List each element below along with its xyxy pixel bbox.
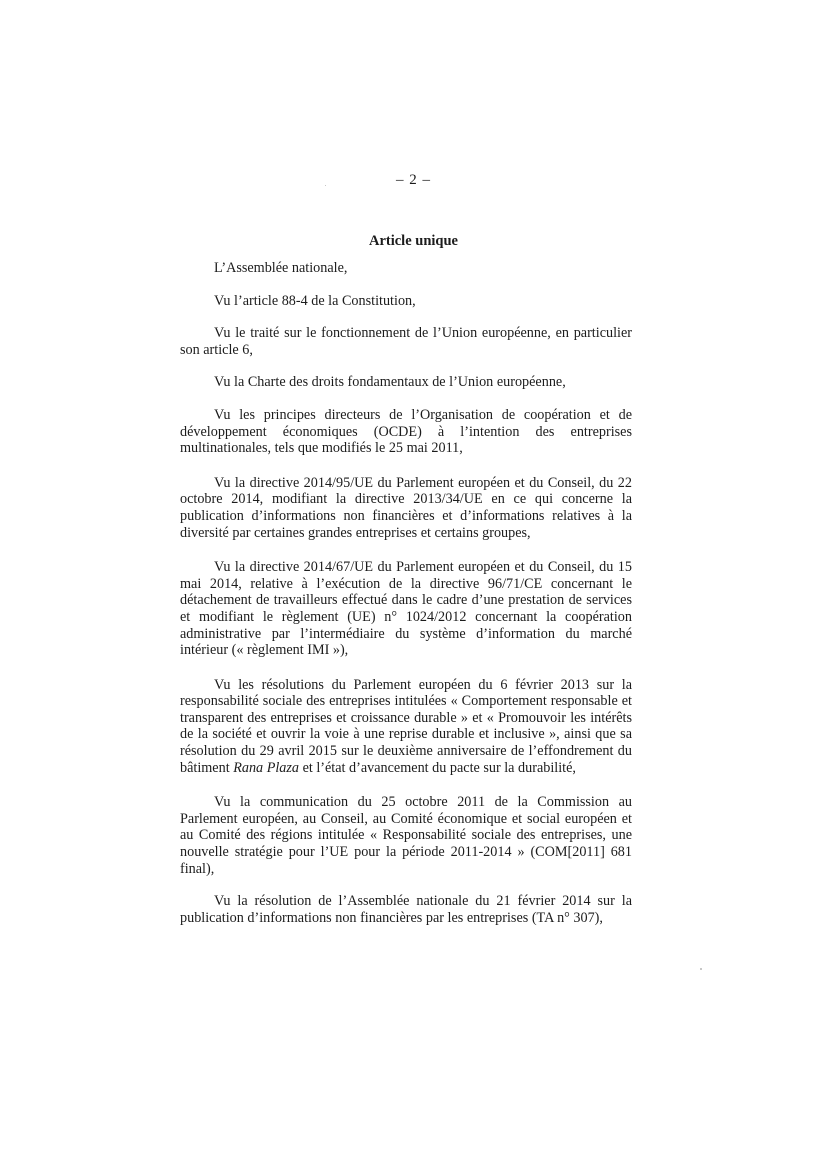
paragraph-assemblee: L’Assemblée nationale, [214, 260, 348, 276]
paragraph-charte: Vu la Charte des droits fondamentaux de l’Union européenne, [214, 374, 566, 391]
paragraph-constitution: Vu l’article 88-4 de la Constitution, [214, 292, 416, 309]
paragraph-ocde: Vu les principes directeurs de l’Organisation de coopération et de développement économiques (OCDE) à l’intention des entreprises multinationales, tels que modifiés le 25 mai 2011, [180, 406, 632, 457]
resolutions-text-start: Vu les résolutions du Parlement européen du 6 février 2013 sur la responsabilité sociale des entreprises intitulées « Comportement responsable et transparent des entreprises et croissance durable » et « Promouvoir les intérêts de la société et ouvrir la voie à une reprise durable et inclusive », ainsi que sa résolution du 29 avril 2015 sur le deuxième anniversaire de l’effondrement du bâtiment [180, 676, 632, 776]
paragraph-directive-2014-95: Vu la directive 2014/95/UE du Parlement européen et du Conseil, du 22 octobre 2014, modifiant la directive 2013/34/UE en ce qui concerne la publication d’informations non financières et d’informations relatives à la diversité par certaines grandes entreprises et certains groupes, [180, 474, 632, 541]
article-title: Article unique [368, 233, 458, 249]
paragraph-resolution-assemblee: Vu la résolution de l’Assemblée nationale du 21 février 2014 sur la publication d’informations non financières par les entreprises (TA n° 307), [180, 893, 632, 926]
paragraph-resolutions-parlement [180, 677, 632, 777]
paragraph-traite: Vu le traité sur le fonctionnement de l’Union européenne, en particulier son article 6, [180, 325, 632, 358]
document-body [180, 260, 632, 938]
scan-speck [700, 968, 702, 970]
paragraph-directive-2014-67: Vu la directive 2014/67/UE du Parlement européen et du Conseil, du 15 mai 2014, relative à l’exécution de la directive 96/71/CE concernant le détachement de travailleurs effectué dans le cadre d’une prestation de services et modifiant le règlement (UE) n° 1024/2012 concernant la coopération administrative par l’intermédiaire du système d’information du marché intérieur (« règlement IMI »), [180, 559, 632, 659]
paragraph-communication-commission: Vu la communication du 25 octobre 2011 de la Commission au Parlement européen, au Conseil, au Comité économique et social européen et au Comité des régions intitulée « Responsabilité sociale des entreprises, une nouvelle stratégie pour l’UE pour la période 2011-2014 » (COM[2011] 681 final), [180, 794, 632, 877]
rana-plaza-italic: Rana Plaza [233, 759, 300, 776]
resolutions-text-end: et l’état d’avancement du pacte sur la durabilité, [299, 759, 576, 776]
page-number: – 2 – [396, 172, 431, 188]
scan-speck [325, 185, 326, 186]
